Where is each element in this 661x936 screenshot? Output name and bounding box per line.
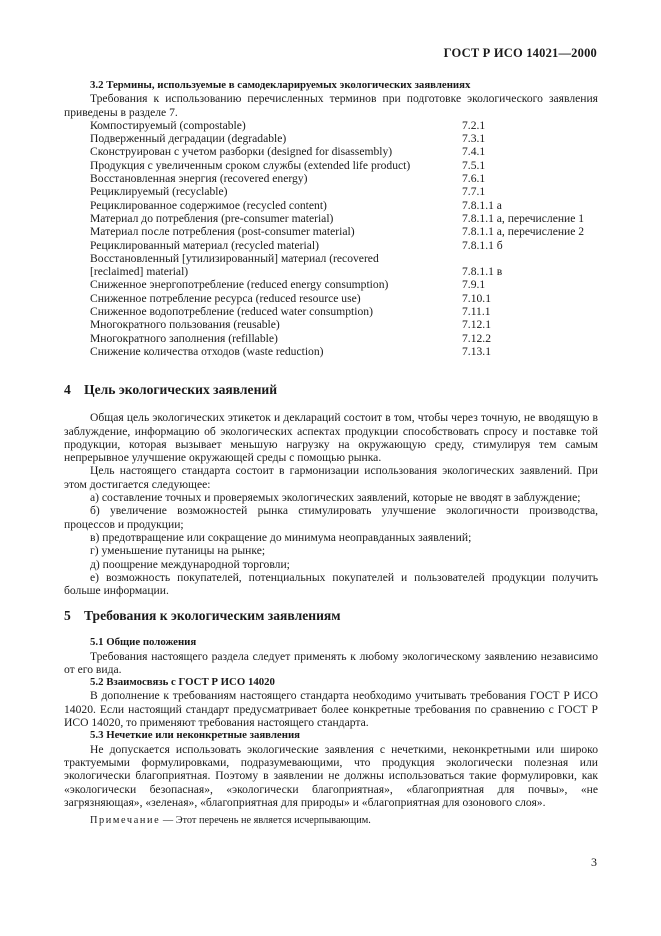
term-reference: 7.8.1.1 а, перечисление 2: [462, 225, 585, 239]
term-name: Снижение количества отходов (waste reduction): [90, 344, 324, 358]
section-5-1-title: 5.1 Общие положения: [90, 636, 197, 649]
term-row: [90, 212, 598, 225]
term-row: [90, 278, 598, 291]
term-reference: 7.11.1: [462, 305, 491, 319]
section-5-1-text: Требования настоящего раздела следует применять к любому экологическому заявлению независимо от его вида.: [64, 649, 598, 676]
term-reference: 7.9.1: [462, 278, 486, 292]
list-item: д) поощрение международной торговли;: [90, 557, 290, 571]
term-row: [90, 159, 598, 172]
term-row: [90, 225, 598, 238]
term-name: Продукция с увеличенным сроком службы (extended life product): [90, 158, 411, 172]
term-row: [90, 239, 598, 252]
term-row: [90, 172, 598, 185]
term-name: Материал после потребления (post-consumer material): [90, 225, 355, 239]
section-4-paragraph-1: Общая цель экологических этикеток и деклараций состоит в том, чтобы через точную, не вводящую в заблуждение, информацию об экологических аспектах продукции способствовать спросу и поставке той продукции, которая вызывает меньшую нагрузку на окружающую среду, стимулируя тем самым непрерывное улучшение окружающей среды с помощью рынка.: [64, 411, 598, 465]
term-reference: 7.10.1: [462, 291, 491, 305]
term-row: [90, 119, 598, 132]
term-reference: 7.8.1.1 а: [462, 198, 502, 212]
term-name: Восстановленный [утилизированный] материал (recovered: [90, 251, 379, 265]
term-reference: 7.13.1: [462, 344, 491, 358]
term-name: Рециклированное содержимое (recycled content): [90, 198, 327, 212]
term-reference: 7.12.2: [462, 331, 491, 345]
term-reference: 7.5.1: [462, 158, 486, 172]
term-name: Рециклированный материал (recycled material): [90, 238, 319, 252]
term-name: Сниженное потребление ресурса (reduced resource use): [90, 291, 361, 305]
term-name: Многократного пользования (reusable): [90, 318, 280, 332]
term-row: [90, 199, 598, 212]
term-row: [90, 252, 598, 265]
section-5-title: Требования к экологическим заявлениям: [84, 608, 341, 623]
section-5-heading: [64, 609, 598, 622]
terms-list: [90, 119, 598, 358]
list-item: е) возможность покупателей, потенциальных покупателей и пользователей продукции получить больше информации.: [64, 570, 598, 598]
section-5-3-title: 5.3 Нечеткие или неконкретные заявления: [90, 729, 301, 742]
term-reference: 7.8.1.1 в: [462, 265, 503, 279]
term-name: Сниженное энергопотребление (reduced energy consumption): [90, 278, 389, 292]
term-name: [reclaimed] material): [90, 265, 189, 279]
section-5: [64, 609, 598, 827]
term-name: Рециклируемый (recyclable): [90, 185, 228, 199]
term-row: [90, 265, 598, 278]
document-header: ГОСТ Р ИСО 14021—2000: [443, 46, 597, 60]
term-row: [90, 318, 598, 331]
term-reference: 7.8.1.1 а, перечисление 1: [462, 211, 585, 225]
section-4: [64, 383, 598, 597]
term-row: [90, 305, 598, 318]
term-reference: 7.12.1: [462, 318, 491, 332]
term-row: [90, 292, 598, 305]
term-name: Многократного заполнения (refillable): [90, 331, 278, 345]
section-4-heading: [64, 383, 598, 396]
section-5-number: 5: [64, 608, 71, 623]
section-4-title: Цель экологических заявлений: [84, 382, 278, 397]
list-item: а) составление точных и проверяемых экологических заявлений, которые не вводят в заблуждение;: [90, 491, 581, 505]
term-row: [90, 145, 598, 158]
term-name: Компостируемый (compostable): [90, 118, 246, 132]
term-reference: 7.7.1: [462, 185, 486, 199]
term-reference: 7.8.1.1 б: [462, 238, 503, 252]
term-reference: 7.2.1: [462, 118, 486, 132]
term-row: [90, 332, 598, 345]
section-3-2-intro: Требования к использованию перечисленных терминов при подготовке экологического заявления приведены в разделе 7.: [64, 92, 598, 119]
term-row: [90, 185, 598, 198]
term-name: Сниженное водопотребление (reduced water consumption): [90, 305, 373, 319]
list-item: г) уменьшение путаницы на рынке;: [90, 544, 266, 558]
term-reference: 7.6.1: [462, 172, 486, 186]
term-row: [90, 345, 598, 358]
section-3-2: [64, 79, 598, 358]
note-label: Примечание: [90, 815, 161, 827]
term-row: [90, 132, 598, 145]
page-number: 3: [591, 855, 597, 869]
term-reference: 7.3.1: [462, 132, 486, 146]
section-4-number: 4: [64, 382, 71, 397]
term-name: Восстановленная энергия (recovered energy): [90, 172, 308, 186]
section-5-2-title: 5.2 Взаимосвязь с ГОСТ Р ИСО 14020: [90, 676, 275, 689]
term-name: Материал до потребления (pre-consumer material): [90, 211, 334, 225]
term-name: Сконструирован с учетом разборки (designed for disassembly): [90, 145, 393, 159]
note: [64, 814, 598, 827]
note-text: — Этот перечень не является исчерпывающим.: [160, 815, 371, 827]
section-3-2-title: 3.2 Термины, используемые в самодекларируемых экологических заявлениях: [90, 79, 471, 91]
term-name: Подверженный деградации (degradable): [90, 132, 287, 146]
section-5-3-text: Не допускается использовать экологические заявления с нечеткими, неконкретными или широко трактуемыми формулировками, подразумевающими, что продукция экологически полезная или экологически благоприятная. Поэтому в заявлении не должны использоваться такие формулировки, как «экологически безопасная», «экологически благоприятная», «благоприятная для почвы», «не загрязняющая», «зеленая», «благоприятная для природы» и «благоприятная для озонового слоя».: [64, 742, 598, 809]
section-4-paragraph-2: Цель настоящего стандарта состоит в гармонизации использования экологических заявлений. При этом достигается следующее:: [64, 464, 598, 491]
term-reference: 7.4.1: [462, 145, 486, 159]
list-item: б) увеличение возможностей рынка стимулировать улучшение экологичности производства, процессов и продукции;: [64, 504, 598, 531]
section-5-2-text: В дополнение к требованиям настоящего стандарта необходимо учитывать требования ГОСТ Р ИСО 14020. Если настоящий стандарт предусматривает более конкретные требования по сравнению с ГОСТ Р ИСО 14020, то применяют требования настоящего стандарта.: [64, 689, 598, 730]
term-reference: [462, 252, 598, 265]
list-item: в) предотвращение или сокращение до минимума неоправданных заявлений;: [90, 530, 472, 544]
